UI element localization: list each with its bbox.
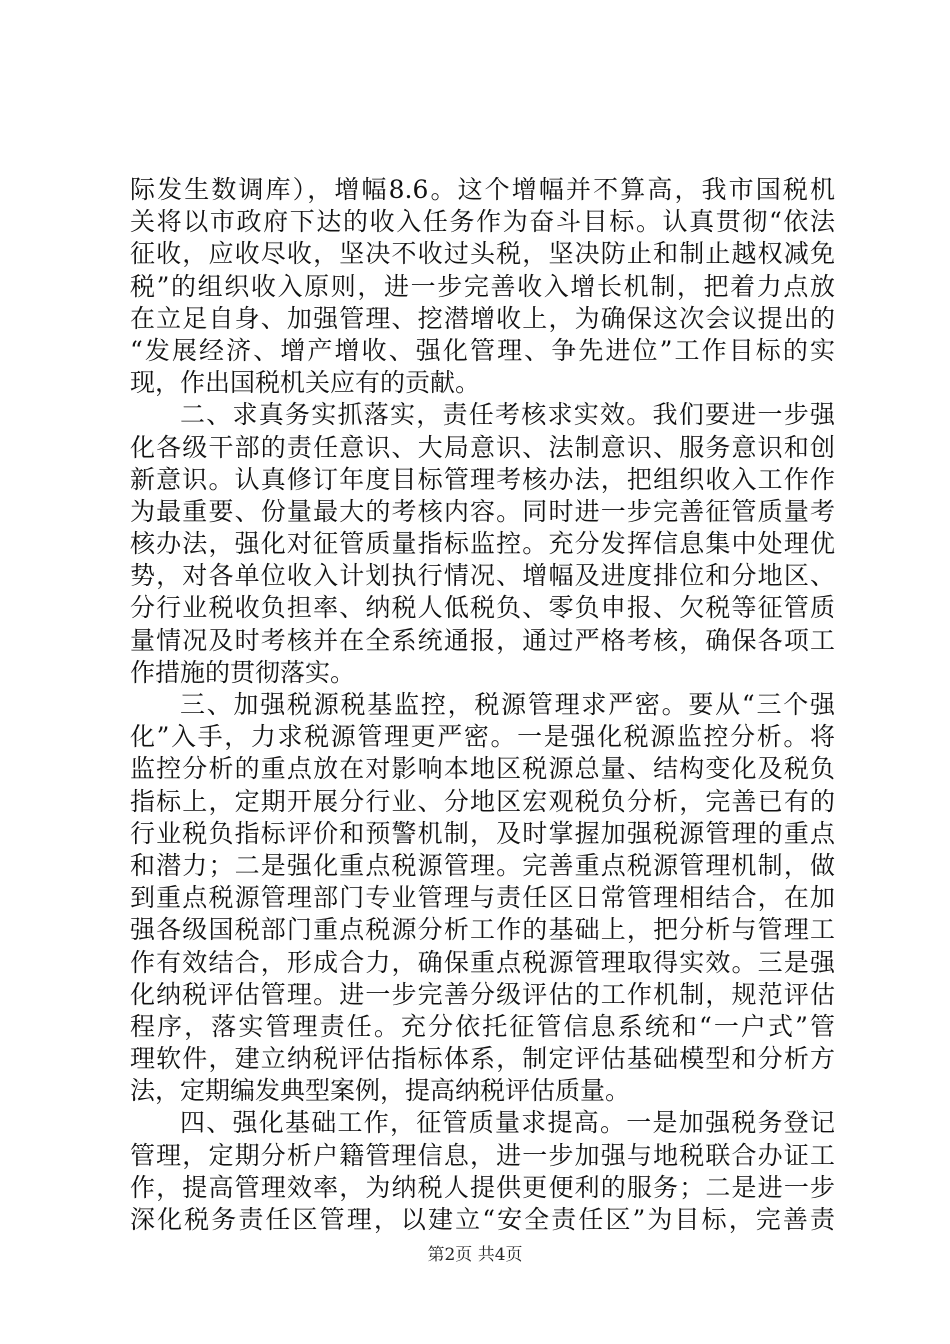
text-line: 化”入手，力求税源管理更严密。一是强化税源监控分析。将 <box>130 722 835 752</box>
text-line: 作措施的贯彻落实。 <box>130 657 356 687</box>
page-footer: 第2页 共4页 <box>427 1245 523 1265</box>
text-line: 强各级国税部门重点税源分析工作的基础上，把分析与管理工 <box>130 915 835 945</box>
text-line: 管理，定期分析户籍管理信息，进一步加强与地税联合办证工 <box>130 1140 835 1170</box>
text-line: 量情况及时考核并在全系统通报，通过严格考核，确保各项工 <box>130 625 835 655</box>
text-line: “发展经济、增产增收、强化管理、争先进位”工作目标的实 <box>130 335 835 365</box>
text-line: 核办法，强化对征管质量指标监控。充分发挥信息集中处理优 <box>130 529 835 559</box>
text-line: 理软件，建立纳税评估指标体系，制定评估基础模型和分析方 <box>130 1044 835 1074</box>
text-line: 行业税负指标评价和预警机制，及时掌握加强税源管理的重点 <box>130 818 835 848</box>
text-line: 际发生数调库），增幅8.6。这个增幅并不算高，我市国税机 <box>130 175 835 204</box>
text-line: 化各级干部的责任意识、大局意识、法制意识、服务意识和创 <box>130 432 835 462</box>
text-line: 在立足自身、加强管理、挖潜增收上，为确保这次会议提出的 <box>130 303 835 333</box>
text-line: 法，定期编发典型案例，提高纳税评估质量。 <box>130 1076 631 1106</box>
text-line: 新意识。认真修订年度目标管理考核办法，把组织收入工作作 <box>130 464 835 494</box>
text-line: 作，提高管理效率，为纳税人提供更便利的服务；二是进一步 <box>130 1172 835 1202</box>
text-line: 指标上，定期开展分行业、分地区宏观税负分析，完善已有的 <box>130 786 835 816</box>
text-line: 二、求真务实抓落实，责任考核求实效。我们要进一步强 <box>180 400 835 430</box>
text-line: 程序，落实管理责任。充分依托征管信息系统和“一户式”管 <box>130 1011 835 1041</box>
text-line: 三、加强税源税基监控，税源管理求严密。要从“三个强 <box>180 690 835 719</box>
text-line: 到重点税源管理部门专业管理与责任区日常管理相结合，在加 <box>130 883 835 913</box>
text-line: 四、强化基础工作，征管质量求提高。一是加强税务登记 <box>180 1108 835 1138</box>
text-line: 税”的组织收入原则，进一步完善收入增长机制，把着力点放 <box>130 271 835 301</box>
text-line: 关将以市政府下达的收入任务作为奋斗目标。认真贯彻“依法 <box>130 207 835 237</box>
text-line: 为最重要、份量最大的考核内容。同时进一步完善征管质量考 <box>130 496 835 526</box>
text-line: 势，对各单位收入计划执行情况、增幅及进度排位和分地区、 <box>130 561 835 591</box>
text-line: 分行业税收负担率、纳税人低税负、零负申报、欠税等征管质 <box>130 593 835 623</box>
text-line: 征收，应收尽收，坚决不收过头税，坚决防止和制止越权减免 <box>130 239 835 269</box>
text-line: 作有效结合，形成合力，确保重点税源管理取得实效。三是强 <box>130 947 835 977</box>
text-line: 化纳税评估管理。进一步完善分级评估的工作机制，规范评估 <box>130 979 835 1009</box>
text-line: 和潜力；二是强化重点税源管理。完善重点税源管理机制，做 <box>130 850 835 880</box>
document-body <box>130 174 835 1236</box>
text-line: 深化税务责任区管理，以建立“安全责任区”为目标，完善责 <box>130 1205 835 1234</box>
text-line: 监控分析的重点放在对影响本地区税源总量、结构变化及税负 <box>130 754 835 784</box>
text-line: 现，作出国税机关应有的贡献。 <box>130 368 481 398</box>
